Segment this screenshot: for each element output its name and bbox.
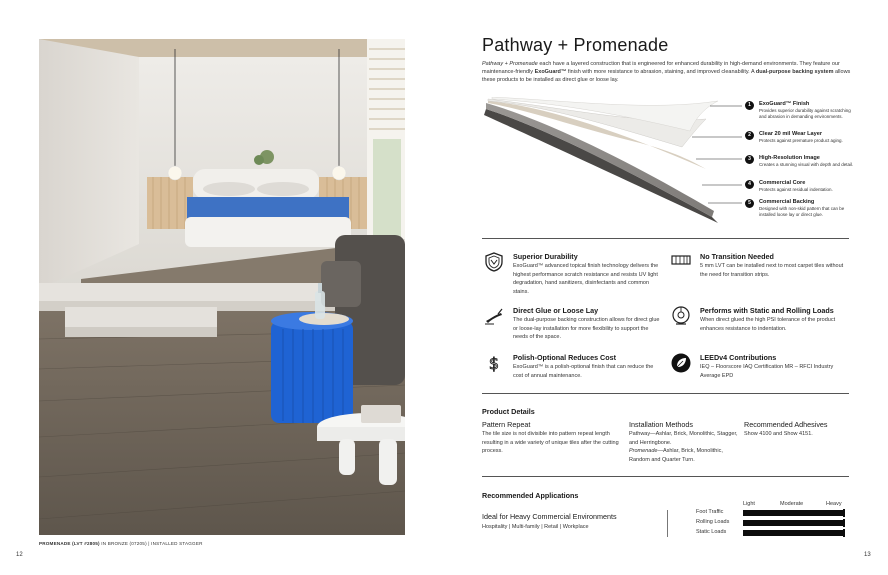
pattern-repeat-title: Pattern Repeat	[482, 420, 531, 429]
meter-label-foot-traffic: Foot Traffic	[696, 509, 724, 515]
pattern-repeat-desc: The tile size is not divisible into pattern repeat length resulting in a wide variety of unique tiles after the cutting process.	[482, 431, 619, 455]
applications-title: Ideal for Heavy Commercial Environments	[482, 512, 617, 521]
transition-strip-icon	[671, 252, 691, 272]
recommended-adhesives-desc: Show 4100 and Show 4151.	[744, 431, 813, 437]
installation-methods-title: Installation Methods	[629, 420, 693, 429]
meter-bar-foot-traffic	[743, 510, 844, 516]
trowel-icon	[484, 306, 504, 326]
dollar-icon	[484, 353, 504, 373]
meter-bar-end	[843, 519, 845, 527]
page-number-left: 12	[16, 552, 23, 558]
scale-heavy-label: Heavy	[826, 501, 842, 507]
page-title: Pathway + Promenade	[482, 35, 669, 55]
bedroom-photo	[39, 39, 405, 535]
meter-label-rolling-loads: Rolling Loads	[696, 519, 730, 525]
shield-icon	[484, 252, 504, 272]
applications-divider	[667, 510, 668, 537]
meter-bar-static-loads	[743, 530, 844, 536]
applications-heading: Recommended Applications	[482, 491, 579, 500]
meter-bar-rolling-loads	[743, 520, 844, 526]
svg-text:$: $	[488, 354, 500, 373]
product-details-heading: Product Details	[482, 407, 535, 416]
section-divider	[482, 238, 849, 239]
recommended-adhesives-title: Recommended Adhesives	[744, 420, 828, 429]
section-divider	[482, 393, 849, 394]
photo-caption: PROMENADE (LVT #2805) IN BRONZE (07205) | INSTALLED STAGGER	[39, 541, 203, 546]
scale-light-label: Light	[743, 501, 755, 507]
leaf-badge-icon	[671, 353, 691, 373]
applications-list: Hospitality | Multi-family | Retail | Workplace	[482, 524, 589, 530]
rolling-load-icon	[671, 306, 691, 326]
page-number-right: 13	[864, 552, 871, 558]
layer-construction-diagram	[482, 97, 742, 227]
installation-methods-desc: Pathway—Ashlar, Brick, Monolithic, Stagger, and Herringbone. Promenade—Ashlar, Brick, Monolithic, Random and Quarter Turn.	[629, 431, 738, 463]
meter-bar-end	[843, 509, 845, 517]
meter-label-static-loads: Static Loads	[696, 529, 727, 535]
intro-paragraph: Pathway + Promenade each have a layered construction that is engineered for enhanced durability in high-demand environments. They feature our maintenance-friendly ExoGuard™ finish with more resistance to abrasion, staining, and improved cleanability. A dual-purpose backing system allows these products to be installed as direct glue or loose lay.	[482, 61, 851, 83]
section-divider	[482, 476, 849, 477]
scale-moderate-label: Moderate	[780, 501, 804, 507]
meter-bar-end	[843, 529, 845, 537]
